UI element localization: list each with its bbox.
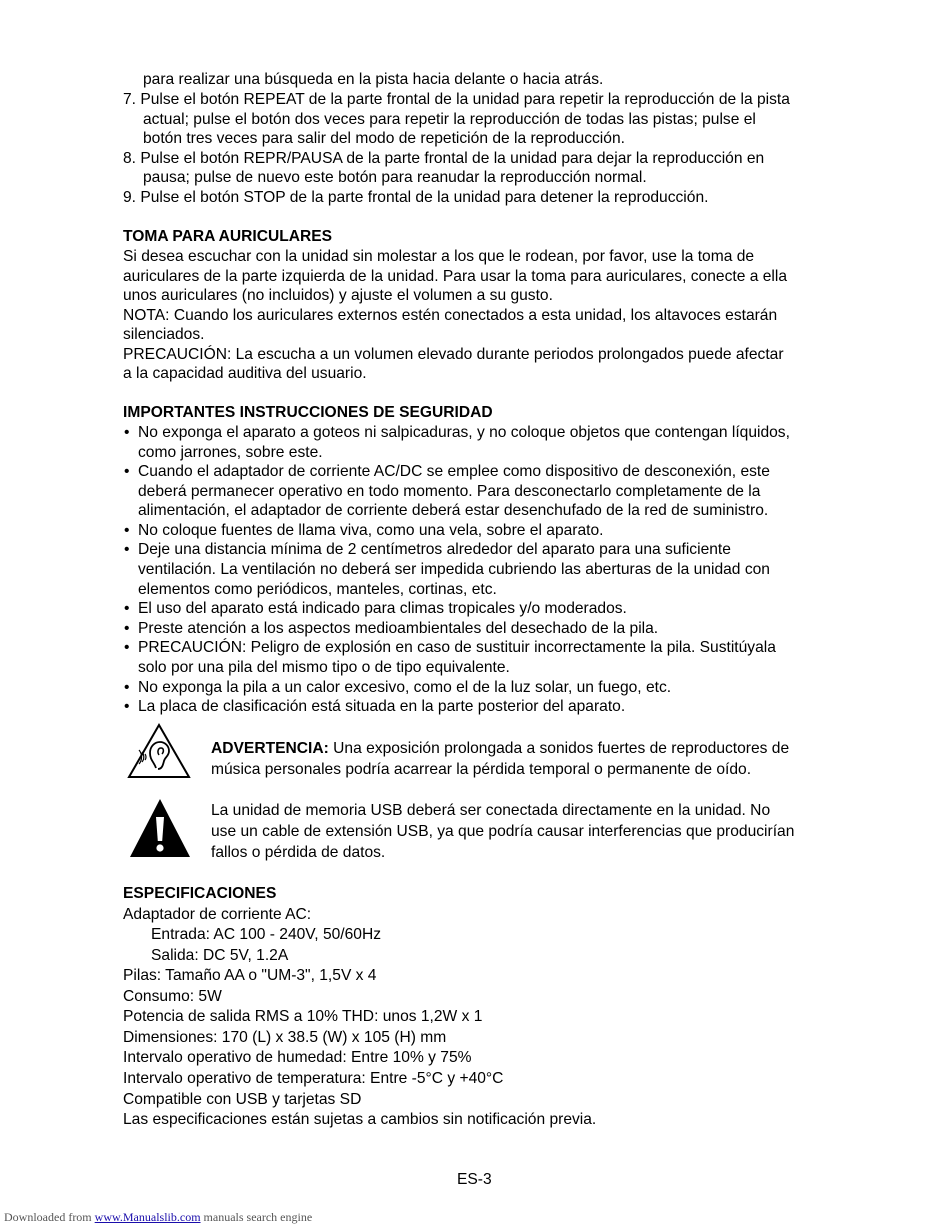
- warning-text: Una exposición prolongada a sonidos fuertes de reproductores de: [328, 740, 790, 757]
- manualslib-link[interactable]: www.Manualslib.com: [94, 1210, 201, 1224]
- paragraph-line: silenciados.: [123, 326, 205, 343]
- safety-item: Deje una distancia mínima de 2 centímetros alrededor del aparato para una suficiente: [138, 541, 731, 558]
- list-item: 9. Pulse el botón STOP de la parte frontal de la unidad para detener la reproducción.: [123, 189, 709, 206]
- spec-line: Dimensiones: 170 (L) x 38.5 (W) x 105 (H) mm: [123, 1029, 447, 1046]
- warning-text-line: fallos o pérdida de datos.: [211, 844, 386, 861]
- safety-item: PRECAUCIÓN: Peligro de explosión en caso de sustituir incorrectamente la pila. Sustitúyala: [138, 639, 776, 656]
- safety-item: elementos como periódicos, manteles, cortinas, etc.: [138, 581, 497, 598]
- warning-label: ADVERTENCIA:: [211, 740, 329, 757]
- paragraph-line: auriculares de la parte izquierda de la unidad. Para usar la toma para auriculares, conecte a ella: [123, 268, 787, 285]
- bullet-icon: •: [124, 698, 130, 715]
- list-item: botón tres veces para salir del modo de repetición de la reproducción.: [143, 130, 625, 147]
- spec-line: Compatible con USB y tarjetas SD: [123, 1091, 362, 1108]
- spec-line: Consumo: 5W: [123, 988, 222, 1005]
- exclamation-triangle-icon: [128, 797, 192, 859]
- paragraph-line: unos auriculares (no incluidos) y ajuste el volumen a su gusto.: [123, 287, 553, 304]
- safety-item: Preste atención a los aspectos medioambientales del desechado de la pila.: [138, 620, 659, 637]
- spec-line: Pilas: Tamaño AA o "UM-3", 1,5V x 4: [123, 967, 377, 984]
- spec-line: Las especificaciones están sujetas a cambios sin notificación previa.: [123, 1111, 597, 1128]
- warning-text-line: [211, 739, 789, 759]
- footer-prefix: Downloaded from: [4, 1210, 95, 1224]
- warning-text-line: La unidad de memoria USB deberá ser conectada directamente en la unidad. No: [211, 802, 771, 819]
- bullet-icon: •: [124, 639, 130, 656]
- paragraph-line: NOTA: Cuando los auriculares externos estén conectados a esta unidad, los altavoces estarán: [123, 307, 778, 324]
- safety-item: ventilación. La ventilación no deberá ser impedida cubriendo las aberturas de la unidad con: [138, 561, 770, 578]
- list-item: pausa; pulse de nuevo este botón para reanudar la reproducción normal.: [143, 169, 647, 186]
- safety-item: No exponga la pila a un calor excesivo, como el de la luz solar, un fuego, etc.: [138, 679, 672, 696]
- spec-line: Salida: DC 5V, 1.2A: [151, 947, 289, 964]
- spec-line: Adaptador de corriente AC:: [123, 906, 312, 923]
- page-number: ES-3: [457, 1171, 492, 1188]
- spec-line: Intervalo operativo de humedad: Entre 10% y 75%: [123, 1049, 472, 1066]
- safety-item: La placa de clasificación está situada en la parte posterior del aparato.: [138, 698, 626, 715]
- safety-item: deberá permanecer operativo en todo momento. Para desconectarlo completamente de la: [138, 483, 761, 500]
- spec-line: Intervalo operativo de temperatura: Entre -5°C y +40°C: [123, 1070, 504, 1087]
- safety-item: No exponga el aparato a goteos ni salpicaduras, y no coloque objetos que contengan líquidos,: [138, 424, 790, 441]
- bullet-icon: •: [124, 522, 130, 539]
- list-item: 8. Pulse el botón REPR/PAUSA de la parte frontal de la unidad para dejar la reproducción en: [123, 150, 765, 167]
- paragraph-line: a la capacidad auditiva del usuario.: [123, 365, 367, 382]
- safety-item: El uso del aparato está indicado para climas tropicales y/o moderados.: [138, 600, 627, 617]
- list-item: actual; pulse el botón dos veces para repetir la reproducción de todas las pistas; pulse el: [143, 111, 756, 128]
- warning-text-line: use un cable de extensión USB, ya que podría causar interferencias que producirían: [211, 823, 795, 840]
- section-heading: IMPORTANTES INSTRUCCIONES DE SEGURIDAD: [123, 404, 493, 421]
- safety-item: solo por una pila del mismo tipo o de tipo equivalente.: [138, 659, 510, 676]
- download-footer: [4, 1207, 312, 1227]
- hearing-warning-icon: [126, 722, 192, 780]
- spec-line: Entrada: AC 100 - 240V, 50/60Hz: [151, 926, 382, 943]
- bullet-icon: •: [124, 600, 130, 617]
- bullet-icon: •: [124, 541, 130, 558]
- paragraph-line: Si desea escuchar con la unidad sin molestar a los que le rodean, por favor, use la toma de: [123, 248, 755, 265]
- list-item: para realizar una búsqueda en la pista hacia delante o hacia atrás.: [143, 71, 604, 88]
- bullet-icon: •: [124, 424, 130, 441]
- bullet-icon: •: [124, 620, 130, 637]
- safety-item: Cuando el adaptador de corriente AC/DC se emplee como dispositivo de desconexión, este: [138, 463, 770, 480]
- section-heading: ESPECIFICACIONES: [123, 885, 277, 902]
- safety-item: No coloque fuentes de llama viva, como una vela, sobre el aparato.: [138, 522, 604, 539]
- section-heading: TOMA PARA AURICULARES: [123, 228, 333, 245]
- bullet-icon: •: [124, 679, 130, 696]
- list-item: 7. Pulse el botón REPEAT de la parte frontal de la unidad para repetir la reproducción de la pista: [123, 91, 790, 108]
- safety-item: como jarrones, sobre este.: [138, 444, 323, 461]
- bullet-icon: •: [124, 463, 130, 480]
- safety-item: alimentación, el adaptador de corriente deberá estar desenchufado de la red de suministro.: [138, 502, 769, 519]
- warning-text-line: música personales podría acarrear la pérdida temporal o permanente de oído.: [211, 761, 752, 778]
- paragraph-line: PRECAUCIÓN: La escucha a un volumen elevado durante periodos prolongados puede afectar: [123, 346, 784, 363]
- footer-suffix: manuals search engine: [200, 1210, 313, 1224]
- spec-line: Potencia de salida RMS a 10% THD: unos 1,2W x 1: [123, 1008, 483, 1025]
